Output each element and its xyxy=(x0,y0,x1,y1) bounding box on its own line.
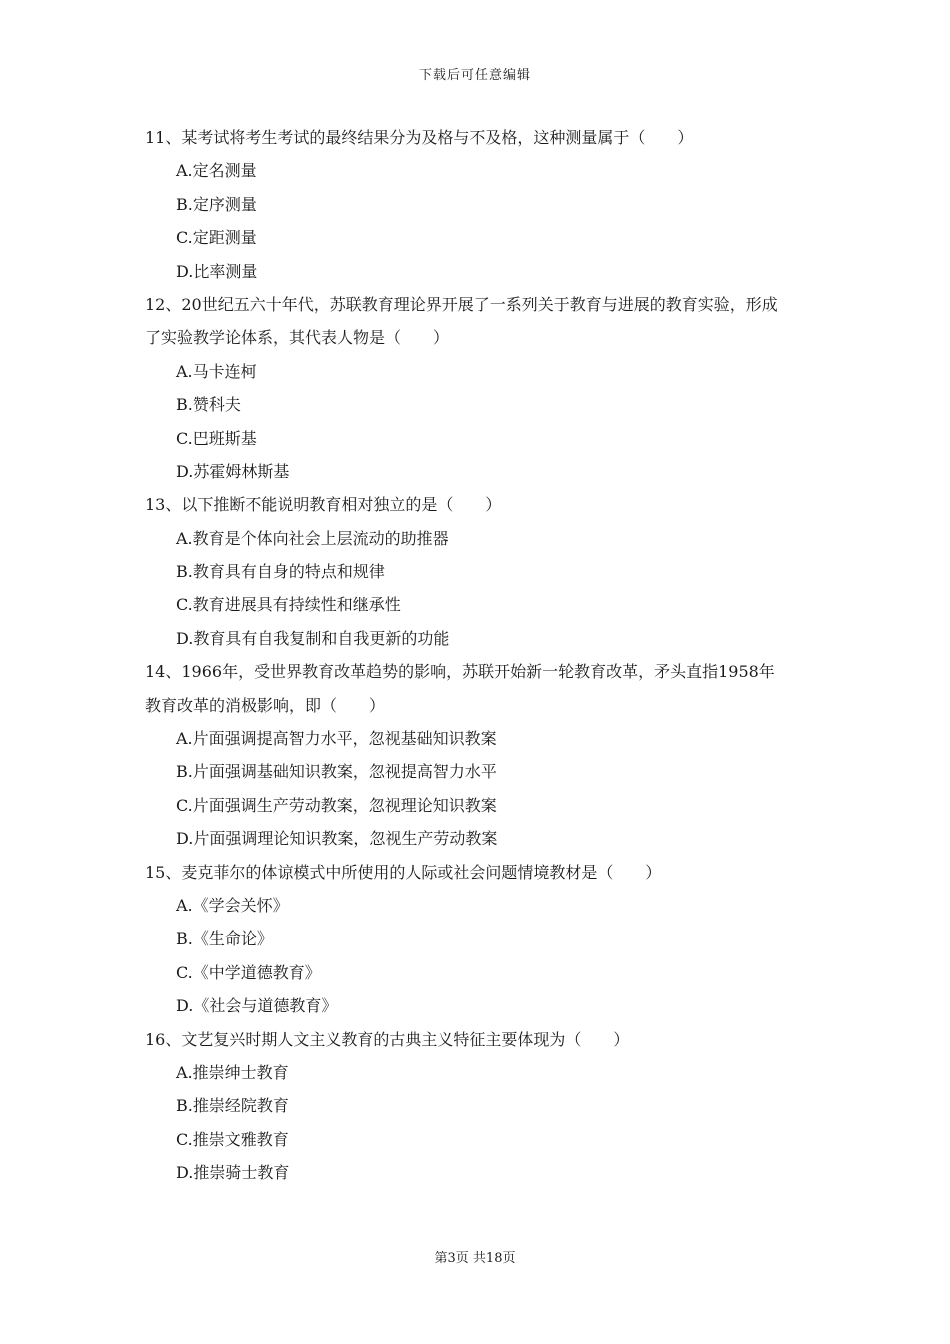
answer-option: C.巴班斯基 xyxy=(176,428,257,448)
answer-option: B.《生命论》 xyxy=(176,929,273,949)
answer-option: B.片面强调基础知识教案，忽视提高智力水平 xyxy=(176,762,497,782)
question-text: 13、以下推断不能说明教育相对独立的是（ ） xyxy=(145,495,502,515)
question-text: 12、20世纪五六十年代，苏联教育理论界开展了一系列关于教育与进展的教育实验，形成 xyxy=(145,294,778,314)
answer-option: D.片面强调理论知识教案，忽视生产劳动教案 xyxy=(176,829,498,849)
question-text: 了实验教学论体系，其代表人物是（ ） xyxy=(145,328,450,348)
answer-option: B.赞科夫 xyxy=(176,395,241,415)
answer-option: C.《中学道德教育》 xyxy=(176,962,321,982)
answer-option: A.马卡连柯 xyxy=(176,361,257,381)
answer-option: C.片面强调生产劳动教案，忽视理论知识教案 xyxy=(176,795,497,815)
answer-option: D.教育具有自我复制和自我更新的功能 xyxy=(176,628,450,648)
page-footer: 第3页 共18页 xyxy=(434,1251,516,1266)
answer-option: D.苏霍姆林斯基 xyxy=(176,461,290,481)
answer-option: A.《学会关怀》 xyxy=(176,895,289,915)
answer-option: A.推崇绅士教育 xyxy=(176,1062,289,1082)
answer-option: B.定序测量 xyxy=(176,194,257,214)
answer-option: C.教育进展具有持续性和继承性 xyxy=(176,595,401,615)
answer-option: B.教育具有自身的特点和规律 xyxy=(176,562,385,582)
question-text: 教育改革的消极影响，即（ ） xyxy=(145,695,386,715)
question-text: 11、某考试将考生考试的最终结果分为及格与不及格，这种测量属于（ ） xyxy=(145,128,694,147)
answer-option: D.《社会与道德教育》 xyxy=(176,996,338,1016)
answer-option: C.定距测量 xyxy=(176,228,257,248)
page-header: 下载后可任意编辑 xyxy=(418,68,531,83)
answer-option: C.推崇文雅教育 xyxy=(176,1129,289,1149)
answer-option: A.片面强调提高智力水平，忽视基础知识教案 xyxy=(176,729,497,749)
question-list xyxy=(145,121,815,1190)
question-text: 14、1966年，受世界教育改革趋势的影响，苏联开始新一轮教育改革，矛头直指1958年 xyxy=(145,662,775,682)
question-text: 16、文艺复兴时期人文主义教育的古典主义特征主要体现为（ ） xyxy=(145,1029,630,1049)
answer-option: B.推崇经院教育 xyxy=(176,1096,289,1116)
answer-option: A.教育是个体向社会上层流动的助推器 xyxy=(176,528,449,548)
answer-option: D.比率测量 xyxy=(176,261,258,281)
answer-option: D.推崇骑士教育 xyxy=(176,1163,290,1183)
answer-option: A.定名测量 xyxy=(176,161,257,181)
question-text: 15、麦克菲尔的体谅模式中所使用的人际或社会问题情境教材是（ ） xyxy=(145,862,662,882)
